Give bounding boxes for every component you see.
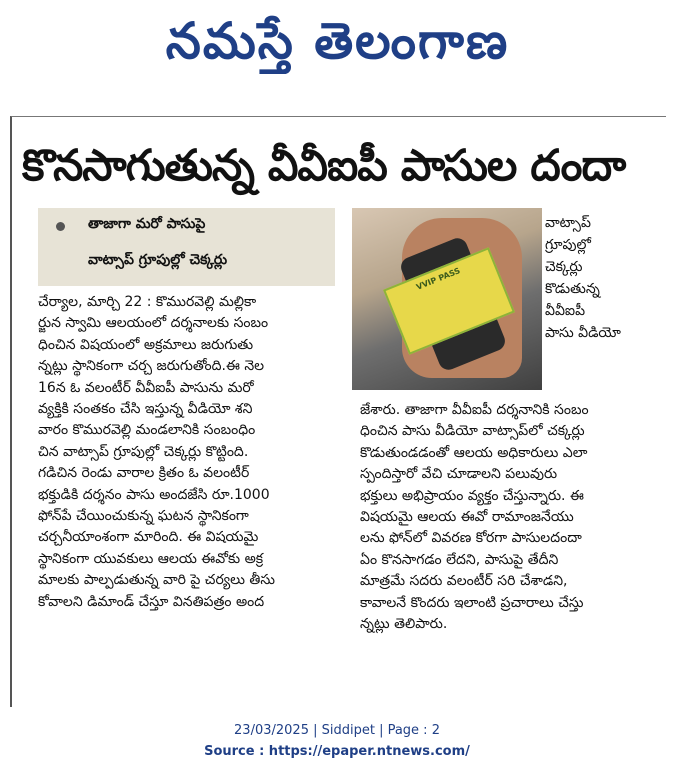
photo-caption [545,212,653,344]
body-line: విషయమై ఆలయ ఈవో రామాంజనేయు [360,509,574,526]
masthead [0,0,674,92]
body-line: చిన వాట్సాప్ గ్రూపుల్లో చెక్కర్లు కొట్టింది. [38,443,249,460]
body-line: మాలకు పాల్పడుతున్న వారి పై చర్యలు తీసు [38,572,275,589]
body-line: కొడుతుండడంతో ఆలయ అధికారులు ఎలా [360,444,588,461]
body-line: న్నట్లు తెలిపారు. [360,616,448,633]
article-body-left [38,292,336,613]
source-link[interactable]: Source : https://epaper.ntnews.com/ [204,744,470,759]
body-line: ధించిన విషయంలో అక్రమాలు జరుగుతు [38,336,254,353]
bullet-icon [56,222,65,231]
body-line: లను ఫోన్‌లో వివరణ కోరగా పాసులదందా [360,530,582,547]
caption-line: గ్రూపుల్లో [545,237,591,253]
body-line: చర్చనీయాంశంగా మారింది. ఈ విషయమై [38,529,259,546]
caption-line: పాసు వీడియో [545,325,621,341]
body-line: వారం కొమురవెల్లి మండలానికి సంబంధిం [38,422,256,439]
subheadline-line-1: తాజాగా మరో పాసుపై [88,216,206,232]
page-footer [0,720,674,762]
body-line: న్నట్లు స్థానికంగా చర్చ జరుగుతోంది.ఈ నెల [38,358,265,375]
body-line: స్థానికంగా యువకులు ఆలయ ఈవోకు అక్ర [38,550,264,567]
article-photo [352,208,542,390]
caption-line: వాట్సాప్ [545,215,591,231]
subheadline-box [38,208,335,286]
body-line: ఏం కొనసాగడం లేదని, పాసుపై తేదీని [360,551,559,568]
body-line: ధించిన పాసు వీడియో వాట్సాప్‌లో చక్కర్లు [360,423,585,440]
body-line: ఫోన్‌పే చేయించుకున్న ఘటన స్థానికంగా [38,508,249,525]
body-line: కోవాలని డిమాండ్ చేస్తూ వినతిపత్రం అంద [38,593,265,610]
body-line: జేశారు. తాజాగా వీవీఐపీ దర్శనానికి సంబం [360,402,589,418]
caption-line: కొడుతున్న [545,281,600,297]
body-line: భక్తులు అభిప్రాయం వ్యక్తం చేస్తున్నారు. ఈ [360,487,584,504]
caption-line: వీవీఐపీ [545,303,586,319]
body-line: చేర్యాల, మార్చి 22 : కొమురవెల్లి మల్లికా [38,294,257,310]
newspaper-logo: నమస్తే తెలంగాణ [165,12,510,70]
edition-info: 23/03/2025 | Siddipet | Page : 2 [234,723,440,738]
body-line: కావాలనే కొందరు ఇలాంటి ప్రచారాలు చేస్తు [360,594,584,611]
body-line: వ్యక్తికి సంతకం చేసి ఇస్తున్న వీడియో శని [38,401,253,418]
body-line: గడిచిన రెండు వారాల క్రితం ఓ వలంటీర్ [38,465,250,482]
body-line: ర్జున స్వామి ఆలయంలో దర్శనాలకు సంబం [38,315,269,332]
pass-card-text: VVIP PASS [414,266,462,292]
subheadline-line-2: వాట్సాప్ గ్రూపుల్లో చెక్కర్లు [88,252,228,268]
body-line: స్పందిస్తారో వేచి చూడాలని పలువురు [360,466,558,483]
body-line: భక్తుడికి దర్శనం పాసు అందజేసి రూ.1000 [38,486,270,503]
article-headline: కొనసాగుతున్న వీవీఐపీ పాసుల దందా [22,141,626,191]
body-line: 16న ఓ వలంటీర్ వీవీఐపీ పాసును మరో [38,379,254,396]
article-body-right [360,400,652,635]
body-line: మాత్రమే సదరు వలంటీర్ సరి చేశాడని, [360,573,568,590]
caption-line: చెక్కర్లు [545,259,583,275]
